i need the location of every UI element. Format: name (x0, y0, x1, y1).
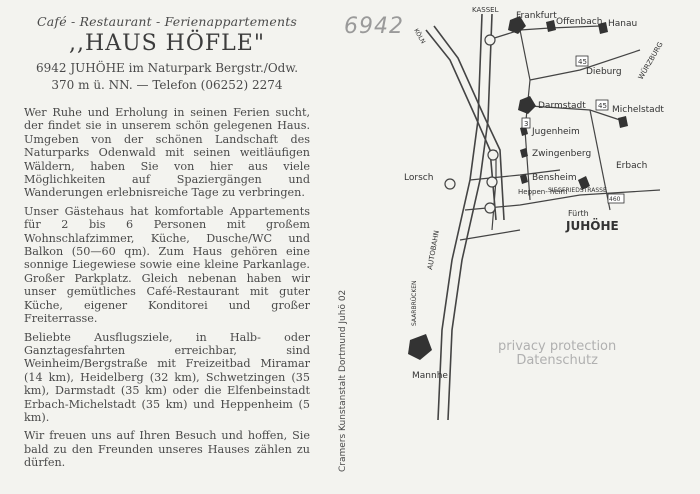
label-bensheim: Bensheim (532, 173, 577, 183)
text-column (24, 14, 310, 475)
label-lorsch: Lorsch (404, 173, 434, 183)
road-number-45a: 45 (578, 58, 587, 66)
label-mannheim: Mannhe (412, 371, 448, 381)
header-contact: 370 m ü. NN. — Telefon (06252) 2274 (51, 78, 283, 92)
paragraph-guesthouse: Unser Gästehaus hat komfortable Appartements für 2 bis 6 Personen mit großem Wohnschlafzimmer, Küche, Dusche/WC und Balkon (50—60 qm). Zum Haus gehören eine sonnige Liegewiese sowie eine kleine Parkanlage. Großer Parkplatz. Gleich nebenan haben wir unser gemütliches Café-Restaurant mit guter Küche, eigener Konditorei und großer Freiterrasse. (24, 204, 310, 326)
watermark-line-1: privacy protection (498, 339, 617, 354)
label-wuerzburg: WÜRZBURG (636, 40, 665, 81)
label-hanau: Hanau (608, 19, 638, 29)
label-frankfurt: Frankfurt (516, 11, 557, 21)
label-heppenheim: Heppen- heim (518, 188, 568, 196)
label-koeln: KÖLN (412, 27, 427, 46)
body-text (24, 106, 310, 470)
label-fuerth: Fürth (568, 209, 589, 218)
paragraph-intro: Wer Ruhe und Erholung in seinen Ferien sucht, der findet sie in unserem schön gelegenen Haus. Umgeben von der schönen Landschaft des Naturparks Odenwald mit seinen weitläufigen Wäldern, haben Sie von hier aus viele Möglichkeiten auf Spaziergängen und Wanderungen erlebnisreiche Tage zu verbringen. (24, 106, 310, 200)
paragraph-closing: Wir freuen uns auf Ihren Besuch und hoffen, Sie bald zu den Freunden unseres Hauses zählen zu dürfen. (24, 429, 310, 470)
label-darmstadt: Darmstadt (538, 101, 586, 111)
label-siegfriedstrasse: SIEGFRIEDSTRASSE (548, 187, 607, 194)
autobahn-lines (426, 14, 504, 420)
label-autobahn: AUTOBAHN (426, 229, 441, 271)
label-dieburg: Dieburg (586, 67, 622, 77)
label-kassel: KASSEL (472, 6, 499, 14)
privacy-watermark (498, 340, 616, 368)
printer-credit: Cramers Kunstanstalt Dortmund Juhö 02 (338, 289, 348, 472)
label-zwingenberg: Zwingenberg (532, 149, 592, 159)
handwritten-number: 6942 (344, 14, 404, 39)
watermark-line-2: Datenschutz (516, 353, 598, 368)
label-juhoehe: JUHÖHE (566, 219, 619, 233)
label-offenbach: Offenbach (556, 17, 603, 27)
label-erbach: Erbach (616, 161, 648, 171)
road-number-45b: 45 (598, 102, 607, 110)
paragraph-excursions: Beliebte Ausflugsziele, in Halb- oder Ganztagesfahrten erreichbar, sind Weinheim/Bergstraße mit Freizeitbad Miramar (14 km), Heidelberg (32 km), Schwetzingen (35 km), Darmstadt (35 km) oder die Elfenbeinstadt Erbach-Michelstadt (35 km) und Heppenheim (5 km). (24, 330, 310, 424)
header-address: 6942 JUHÖHE im Naturpark Bergstr./Odw. (35, 61, 299, 75)
header-title: ,,HAUS HÖFLE" (69, 31, 265, 56)
label-saarbruecken: SAARBRÜCKEN (411, 280, 418, 326)
road-number-460: 460 (609, 196, 621, 203)
label-michelstadt: Michelstadt (612, 105, 664, 115)
header-subtitle: Café - Restaurant - Ferienappartements (36, 14, 298, 29)
label-jugenheim: Jugenheim (532, 127, 580, 137)
road-number-3: 3 (524, 120, 529, 128)
